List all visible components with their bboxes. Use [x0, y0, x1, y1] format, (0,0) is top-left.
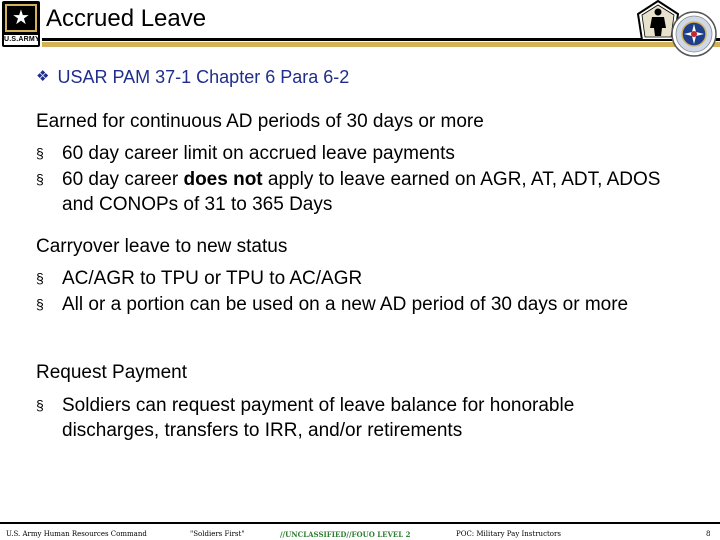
bullet-marker: §	[36, 397, 44, 413]
header-divider-gold	[42, 42, 720, 47]
bullet-text: AC/AGR to TPU or TPU to AC/AGR	[62, 268, 363, 289]
footer-poc: POC: Military Pay Instructors	[456, 530, 561, 538]
footer-organization: U.S. Army Human Resources Command	[6, 530, 147, 538]
hrc-seal-icon	[670, 10, 718, 58]
bullet-text: Soldiers can request payment of leave balance for honorable discharges, transfers to IRR, and/or retirements	[62, 395, 575, 441]
diamond-bullet-icon: ❖	[36, 68, 50, 85]
bullet-text-part: 60 day career	[62, 169, 184, 190]
section-heading-request-payment: Request Payment	[36, 362, 188, 383]
bullet-text	[62, 167, 676, 217]
page-title: Accrued Leave	[46, 5, 207, 32]
bullet-text: All or a portion can be used on a new AD period of 30 days or more	[62, 294, 629, 315]
bullet-text: 60 day career limit on accrued leave payments	[62, 143, 455, 164]
page-number: 8	[706, 530, 711, 538]
bullet-text-bold: does not	[183, 169, 263, 190]
bullet-item	[36, 141, 676, 166]
bullet-marker: §	[36, 145, 44, 161]
bullet-marker: §	[36, 270, 44, 286]
footer-classification: //UNCLASSIFIED//FOUO LEVEL 2	[280, 530, 411, 539]
bullet-text-part: apply to leave earned on AGR, AT, ADT, ADOS and CONOPs of 31 to 365 Days	[62, 169, 661, 215]
header-divider-black	[42, 38, 720, 41]
army-star-frame	[5, 4, 37, 32]
army-logo	[2, 1, 40, 47]
bullet-item	[36, 167, 676, 217]
bullet-item	[36, 393, 676, 443]
footer-motto: "Soldiers First"	[190, 530, 245, 538]
slide-header	[0, 0, 720, 52]
bullet-marker: §	[36, 296, 44, 312]
star-icon: ★	[12, 7, 30, 29]
slide-footer	[0, 520, 720, 540]
army-logo-text: U.S.ARMY	[4, 36, 40, 43]
bullet-marker: §	[36, 171, 44, 187]
section-heading-earned: Earned for continuous AD periods of 30 days or more	[36, 111, 484, 132]
reference-text: USAR PAM 37-1 Chapter 6 Para 6-2	[57, 67, 350, 87]
bullet-item	[36, 292, 676, 317]
section-heading-carryover: Carryover leave to new status	[36, 236, 288, 257]
reference-line	[36, 66, 349, 88]
bullet-item	[36, 266, 676, 291]
